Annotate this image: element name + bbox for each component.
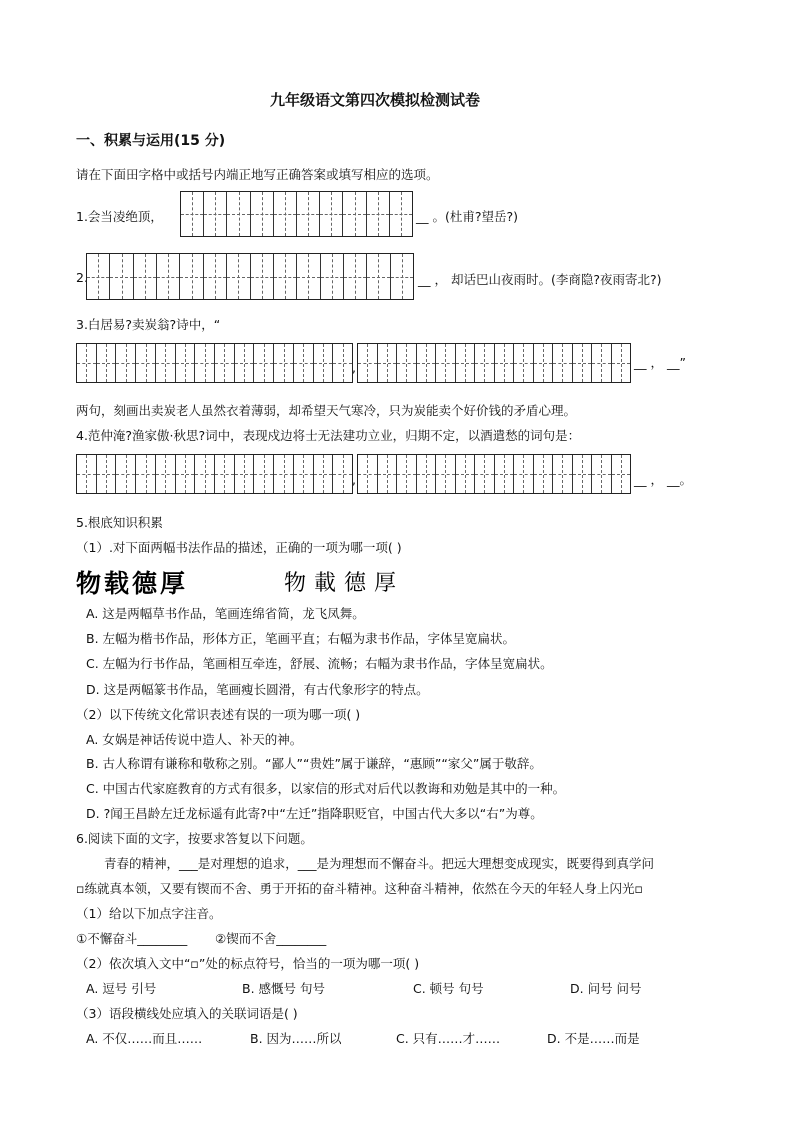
q3-answer-grid-2[interactable] [357,343,631,383]
q5-sub1: （1）.对下面两幅书法作品的描述，正确的一项为哪一项( ) [76,540,402,555]
q6-sub2: （2）依次填入文中“▫”处的标点符号，恰当的一项为哪一项( ) [76,956,420,971]
q6-sub1: （1）给以下加点字注音。 [76,906,222,921]
q3-separator: , [352,360,356,375]
q4-separator: , [352,472,356,487]
q5-option-a[interactable]: A. 这是两幅草书作品，笔画连绵省简，龙飞凤舞。 [86,606,365,621]
q5-option-d[interactable]: D. 这是两幅篆书作品，笔画瘦长圆滑，有古代象形字的特点。 [86,682,429,697]
q3-answer-grid-1[interactable] [76,343,353,383]
q5-text: 5.根底知识积累 [76,515,163,530]
q6-2-option-a[interactable]: A. 逗号 引号 [86,981,157,996]
instruction: 请在下面田字格中或括号内端正地写正确答案或填写相应的选项。 [76,167,439,182]
q5-option-b[interactable]: B. 左幅为楷书作品，形体方正，笔画平直；右幅为隶书作品，字体呈宽扁状。 [86,631,516,646]
q6-pinyin-1[interactable]: ①不懈奋斗________ [76,931,188,946]
q6-2-option-c[interactable]: C. 顿号 句号 [413,981,484,996]
q4-text: 4.范仲淹?渔家傲·秋思?词中，表现戍边将士无法建功立业，归期不定，以酒遣愁的词句是： [76,428,581,443]
q2-text: 2. [76,270,88,285]
q1-text: 1.会当凌绝顶， [76,209,163,224]
q2-source: __ ， 却话巴山夜雨时。(李商隐?夜雨寄北?) [418,272,662,287]
section-heading: 一、积累与运用(15 分) [76,133,226,149]
q6-2-option-b[interactable]: B. 感慨号 句号 [242,981,325,996]
q5-2-option-b[interactable]: B. 古人称谓有谦称和敬称之别。“鄙人”“贵姓”属于谦辞，“惠顾”“家父”属于敬辞。 [86,756,542,771]
q6-3-option-b[interactable]: B. 因为……所以 [250,1031,342,1046]
q6-pinyin-2[interactable]: ②锲而不舍________ [215,931,327,946]
q4-tail: __ ， __。 [634,472,692,487]
q1-source: __ 。(杜甫?望岳?) [416,209,518,224]
q6-3-option-a[interactable]: A. 不仅……而且…… [86,1031,203,1046]
q6-para1: 青春的精神，___是对理想的追求，___是为理想而不懈奋斗。把远大理想变成现实，既要得到真学问 [104,856,655,871]
q5-2-option-c[interactable]: C. 中国古代家庭教育的方式有很多，以家信的形式对后代以教诲和劝勉是其中的一种。 [86,781,566,796]
q6-text: 6.阅读下面的文字，按要求答复以下问题。 [76,831,313,846]
q5-sub2: （2）以下传统文化常识表述有误的一项为哪一项( ) [76,707,361,722]
calligraphy-left: 物载德厚 [76,569,189,598]
q6-sub3: （3）语段横线处应填入的关联词语是( ) [76,1006,298,1021]
page-title: 九年级语文第四次模拟检测试卷 [270,91,481,109]
q5-2-option-a[interactable]: A. 女娲是神话传说中造人、补天的神。 [86,732,303,747]
calligraphy-right: 物載德厚 [284,571,405,596]
q6-para2: ▫练就真本领，又要有锲而不舍、勇于开拓的奋斗精神。这种奋斗精神，依然在今天的年轻人身上闪光▫ [76,881,643,896]
q3-follow: 两句，刻画出卖炭老人虽然衣着薄弱，却希望天气寒冷，只为炭能卖个好价钱的矛盾心理。 [76,403,577,418]
q3-text: 3.白居易?卖炭翁?诗中，“ [76,317,221,332]
q6-3-option-c[interactable]: C. 只有……才…… [396,1031,501,1046]
q4-answer-grid-1[interactable] [76,454,353,494]
q5-option-c[interactable]: C. 左幅为行书作品，笔画相互牵连，舒展、流畅；右幅为隶书作品，字体呈宽扁状。 [86,656,553,671]
q2-answer-grid[interactable] [86,253,414,300]
q4-answer-grid-2[interactable] [357,454,631,494]
q6-3-option-d[interactable]: D. 不是……而是 [547,1031,640,1046]
q3-tail: __ ， __” [634,355,686,370]
q5-2-option-d[interactable]: D. ?闻王昌龄左迁龙标遥有此寄?中“左迁”指降职贬官，中国古代大多以“右”为尊。 [86,806,543,821]
q1-answer-grid[interactable] [180,191,413,237]
q6-2-option-d[interactable]: D. 问号 问号 [570,981,642,996]
